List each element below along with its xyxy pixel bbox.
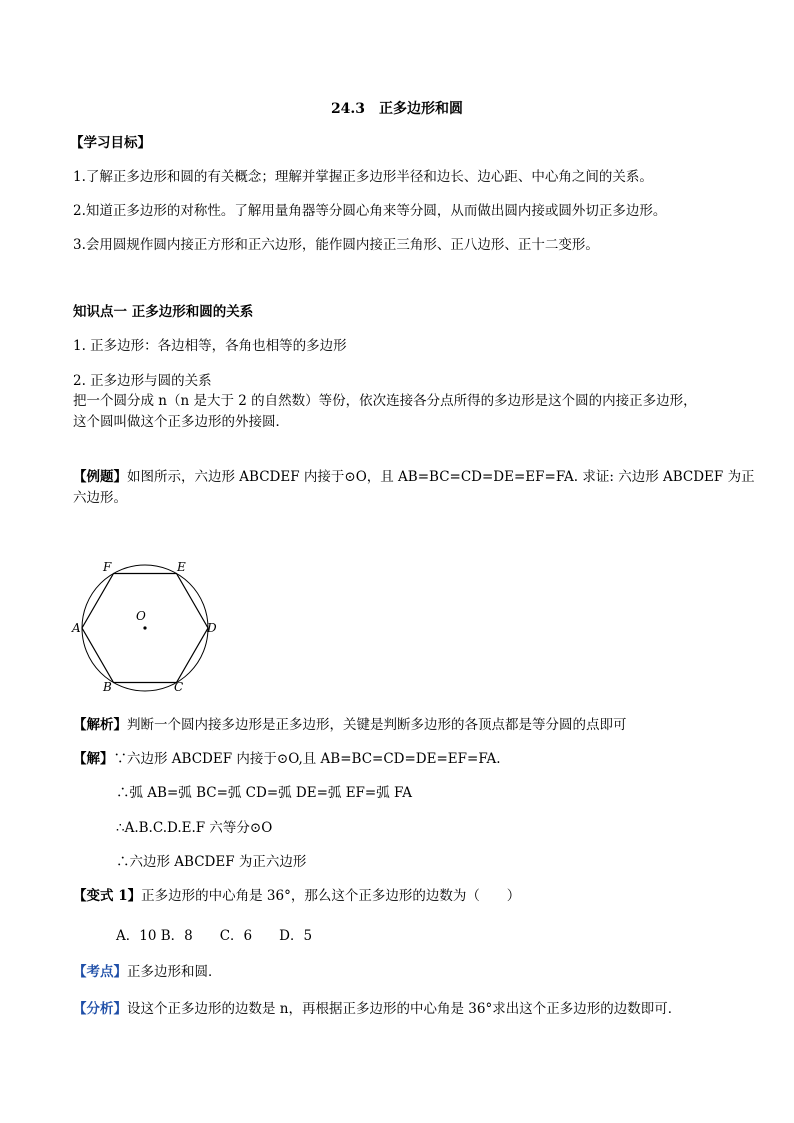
variant-tag: 【变式 1】 — [73, 888, 142, 904]
variant-line — [73, 886, 520, 906]
analysis-tag: 【解析】 — [73, 717, 127, 733]
solution-line-3: ∴A.B.C.D.E.F 六等分⊙O — [116, 820, 273, 836]
label-e: E — [177, 560, 186, 574]
knowledge-item-2: 2. 正多边形与圆的关系 — [73, 373, 212, 389]
variant-options: A．10 B．8 C．6 D．5 — [116, 928, 313, 944]
example-text-1: 如图所示，六边形 ABCDEF 内接于⊙O，且 AB=BC=CD=DE=EF=FA. 求证: 六边形 ABCDEF 为正 — [127, 469, 755, 485]
center-point — [143, 626, 146, 629]
solution-tag: 【解】 — [73, 751, 114, 767]
analysis-line — [73, 715, 627, 735]
goals-header: 【学习目标】 — [70, 135, 151, 151]
page-title: 24.3 正多边形和圆 — [330, 101, 464, 117]
kaodian-text: 正多边形和圆． — [127, 964, 222, 980]
example-line-1 — [73, 467, 755, 487]
goal-1: 1.了解正多边形和圆的有关概念；理解并掌握正多边形半径和边长、边心距、中心角之间的关系。 — [73, 169, 653, 185]
fenxi-text: 设这个正多边形的边数是 n，再根据正多边形的中心角是 36°求出这个正多边形的边数即可． — [127, 1001, 682, 1017]
label-d: D — [207, 621, 217, 635]
label-o: O — [136, 609, 146, 623]
kaodian-tag: 【考点】 — [73, 964, 127, 980]
label-a: A — [72, 621, 81, 635]
goal-2: 2.知道正多边形的对称性。了解用量角器等分圆心角来等分圆，从而做出圆内接或圆外切正多边形。 — [73, 203, 667, 219]
solution-line-4: ∴六边形 ABCDEF 为正六边形 — [116, 854, 307, 870]
analysis-text: 判断一个圆内接多边形是正多边形，关键是判断多边形的各顶点都是等分圆的点即可 — [127, 717, 627, 733]
inscribed-hexagon-figure — [70, 560, 230, 700]
solution-line-1 — [73, 749, 501, 769]
solution-text-1: ∵六边形 ABCDEF 内接于⊙O,且 AB=BC=CD=DE=EF=FA. — [113, 751, 501, 767]
goal-3: 3.会用圆规作圆内接正方形和正六边形，能作圆内接正三角形、正八边形、正十二变形。 — [73, 237, 599, 253]
fenxi-tag: 【分析】 — [73, 1001, 127, 1017]
knowledge-item-2-body-2: 这个圆叫做这个正多边形的外接圆． — [73, 414, 289, 430]
example-tag: 【例题】 — [73, 469, 127, 485]
kaodian-line — [73, 962, 222, 982]
knowledge-item-2-body-1: 把一个圆分成 n（n 是大于 2 的自然数）等份，依次连接各分点所得的多边形是这个圆的内接正多边形， — [73, 393, 697, 409]
label-c: C — [174, 680, 184, 694]
fenxi-line — [73, 999, 681, 1019]
solution-line-2: ∴弧 AB=弧 BC=弧 CD=弧 DE=弧 EF=弧 FA — [116, 785, 412, 801]
variant-text: 正多边形的中心角是 36°，那么这个正多边形的边数为（ ） — [141, 888, 521, 904]
example-text-2: 六边形。 — [73, 490, 127, 506]
section-heading: 知识点一 正多边形和圆的关系 — [73, 304, 254, 320]
label-b: B — [103, 680, 112, 694]
knowledge-item-1: 1. 正多边形：各边相等，各角也相等的多边形 — [73, 338, 347, 354]
label-f: F — [103, 560, 112, 574]
